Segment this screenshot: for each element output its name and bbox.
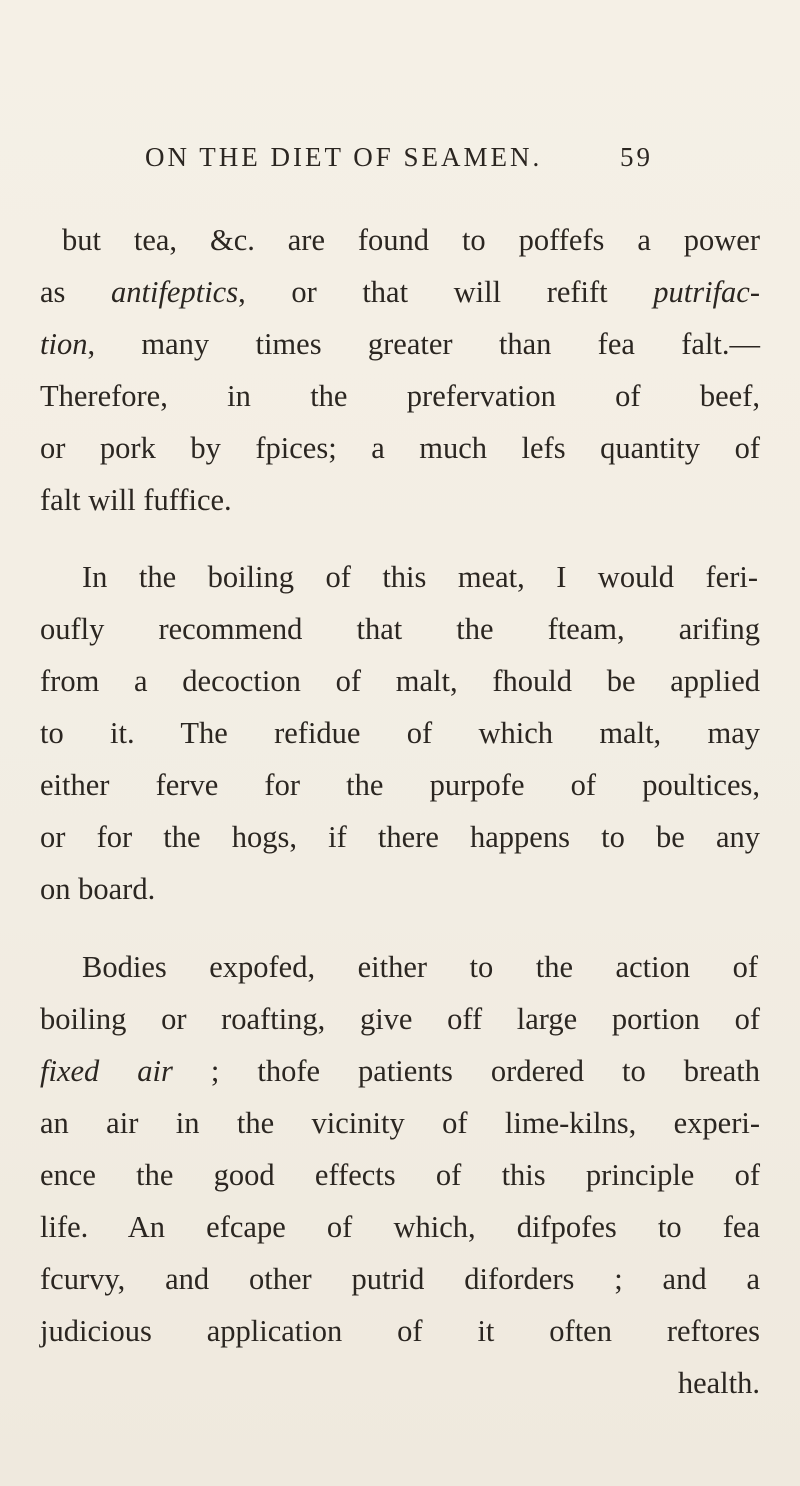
text-line: ence the good effects of this principle of [40, 1158, 760, 1192]
text-line: judicious application of it often reftores [40, 1314, 760, 1348]
text-line: an air in the vicinity of lime-kilns, experi- [40, 1106, 760, 1140]
text-line: to it. The refidue of which malt, may [40, 716, 760, 750]
catchword-line: health. [677, 1366, 760, 1400]
text-line: either ferve for the purpofe of poultices, [40, 768, 760, 802]
text-line: Bodies expofed, either to the action of [82, 950, 758, 984]
text-line: In the boiling of this meat, I would feri- [82, 560, 758, 594]
page-number: 59 [620, 142, 653, 172]
text-line: fixed air ; thofe patients ordered to breath [40, 1054, 760, 1088]
text-line: life. An efcape of which, difpofes to fea [40, 1210, 760, 1244]
text-line: oufly recommend that the fteam, arifing [40, 612, 760, 646]
text-line: from a decoction of malt, fhould be applied [40, 664, 760, 698]
text-line: as antifeptics, or that will refift putrifac- [40, 275, 760, 309]
text-line: boiling or roafting, give off large portion of [40, 1002, 760, 1036]
text-line: falt will fuffice. [40, 483, 232, 517]
text-line: Therefore, in the prefervation of beef, [40, 379, 760, 413]
text-line: or for the hogs, if there happens to be any [40, 820, 760, 854]
text-line: on board. [40, 872, 156, 906]
text-line: fcurvy, and other putrid diforders ; and a [40, 1262, 760, 1296]
running-head [145, 142, 655, 182]
text-line: or pork by fpices; a much lefs quantity of [40, 431, 760, 465]
text-line: tion, many times greater than fea falt.— [40, 327, 760, 361]
text-line: but tea, &c. are found to poffefs a power [62, 223, 760, 257]
running-title: ON THE DIET OF SEAMEN. [145, 142, 543, 172]
